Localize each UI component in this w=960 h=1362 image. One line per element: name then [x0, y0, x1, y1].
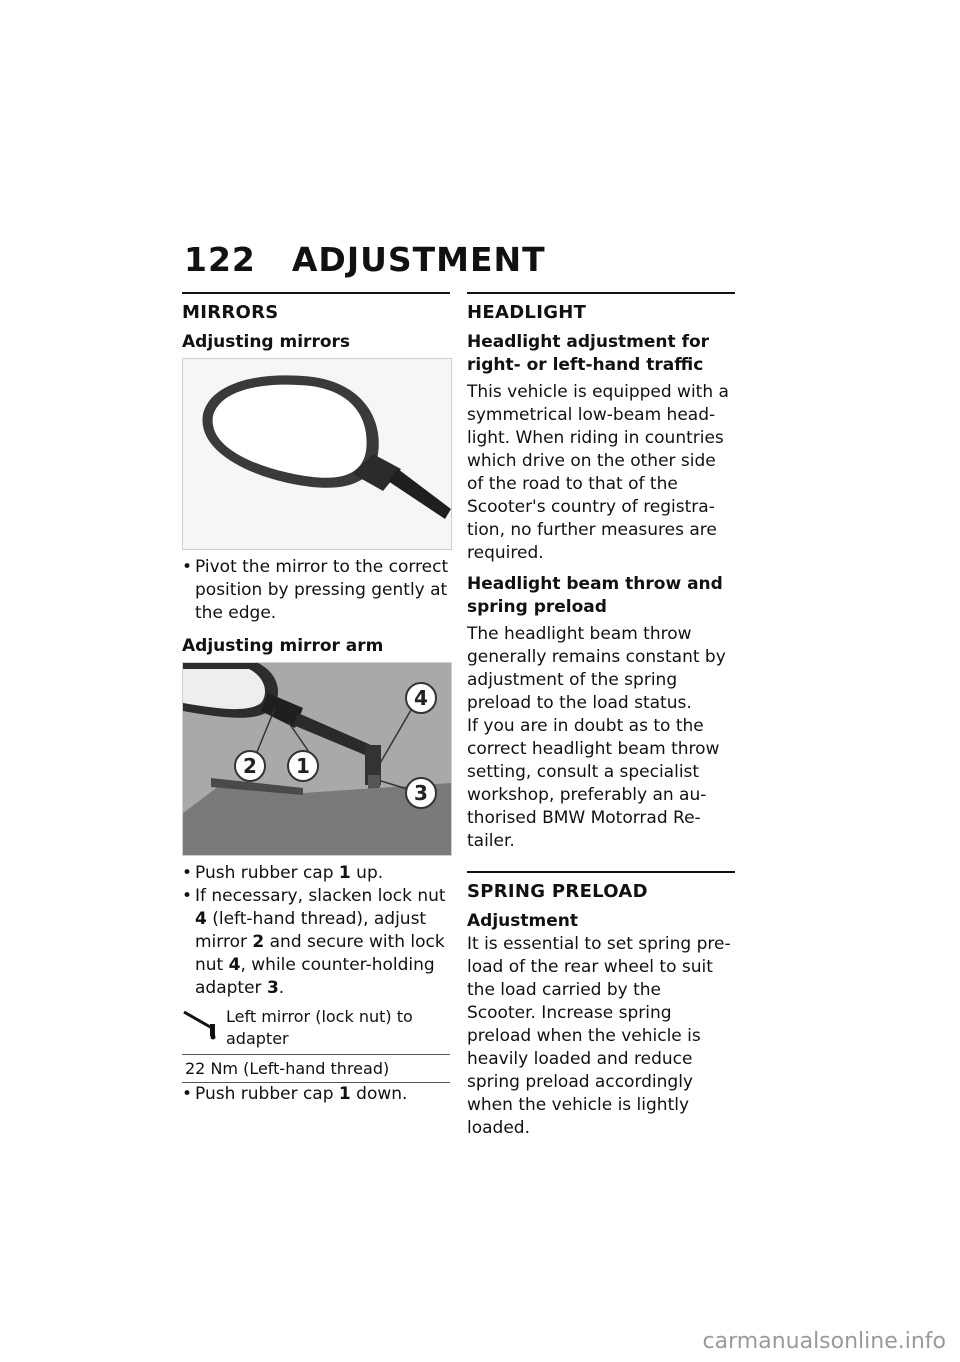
list-item: • If necessary, slacken lock nut 4 (left-hand thread), adjust mirror 2 and secure with lock nut 4, while counter-holding adapter 3. — [182, 885, 450, 1000]
mirror-arm-final-step — [182, 1083, 450, 1106]
torque-wrench-icon — [182, 1006, 226, 1044]
svg-text:1: 1 — [296, 754, 310, 778]
subsection-beam-throw: Headlight beam throw and spring preload — [467, 574, 723, 617]
callout-3-icon — [406, 778, 436, 808]
mirror-figure — [182, 358, 452, 550]
section-title-spring-preload: SPRING PRELOAD — [467, 881, 648, 902]
left-column — [182, 292, 450, 1106]
beam-throw-text: The headlight beam throw generally remains constant by adjustment of the spring preload to the load status. — [467, 624, 726, 713]
torque-spec — [182, 1006, 450, 1083]
subsection-headlight-adjustment: Headlight adjustment for right- or left-hand traffic — [467, 332, 710, 375]
headlight-adjustment-text: This vehicle is equipped with a symmetrical low-beam headlight. When riding in countries which drive on the other side of the road to that of the Scooter's country of registration, no further measures are required. — [467, 382, 729, 563]
mirror-arm-illustration — [183, 663, 451, 855]
page-number: 122 — [184, 240, 256, 279]
svg-text:3: 3 — [414, 781, 428, 805]
mirror-arm-figure — [182, 662, 452, 856]
callout-1-icon — [288, 751, 318, 781]
list-item: • Push rubber cap 1 up. — [182, 862, 450, 885]
svg-text:4: 4 — [414, 686, 428, 710]
section-divider — [467, 292, 735, 294]
torque-value: 22 Nm (Left-hand thread) — [185, 1059, 390, 1078]
section-title-mirrors: MIRRORS — [182, 302, 279, 323]
torque-label: Left mirror (lock nut) to adapter — [226, 1007, 413, 1048]
mirror-steps — [182, 556, 450, 625]
subsection-adjusting-mirror-arm: Adjusting mirror arm — [182, 636, 384, 656]
beam-throw-advice-text: If you are in doubt as to the correct headlight beam throw setting, consult a specialist workshop, preferably an authorised BMW Motorrad Retailer. — [467, 716, 720, 851]
spring-preload-text: It is essential to set spring preload of the rear wheel to suit the load carried by the Scooter. Increase spring preload when the vehicle is heavily loaded and reduce spring preload accordingly when the vehicle is lightly loaded. — [467, 934, 731, 1138]
svg-text:2: 2 — [243, 754, 257, 778]
list-item: • Push rubber cap 1 down. — [182, 1083, 450, 1106]
mirror-arm-steps — [182, 862, 450, 1000]
section-divider — [182, 292, 450, 294]
page-header — [184, 240, 546, 279]
callout-4-icon — [406, 683, 436, 713]
section-title-headlight: HEADLIGHT — [467, 302, 587, 323]
mirror-illustration — [183, 359, 451, 549]
list-item: • Pivot the mirror to the correct position by pressing gently at the edge. — [182, 556, 450, 625]
right-column — [467, 292, 735, 1146]
section-divider — [467, 871, 735, 873]
chapter-title: ADJUSTMENT — [291, 240, 546, 279]
callout-2-icon — [235, 751, 265, 781]
subsection-adjustment: Adjustment — [467, 911, 578, 931]
watermark: carmanualsonline.info — [702, 1329, 946, 1354]
subsection-adjusting-mirrors: Adjusting mirrors — [182, 332, 351, 352]
